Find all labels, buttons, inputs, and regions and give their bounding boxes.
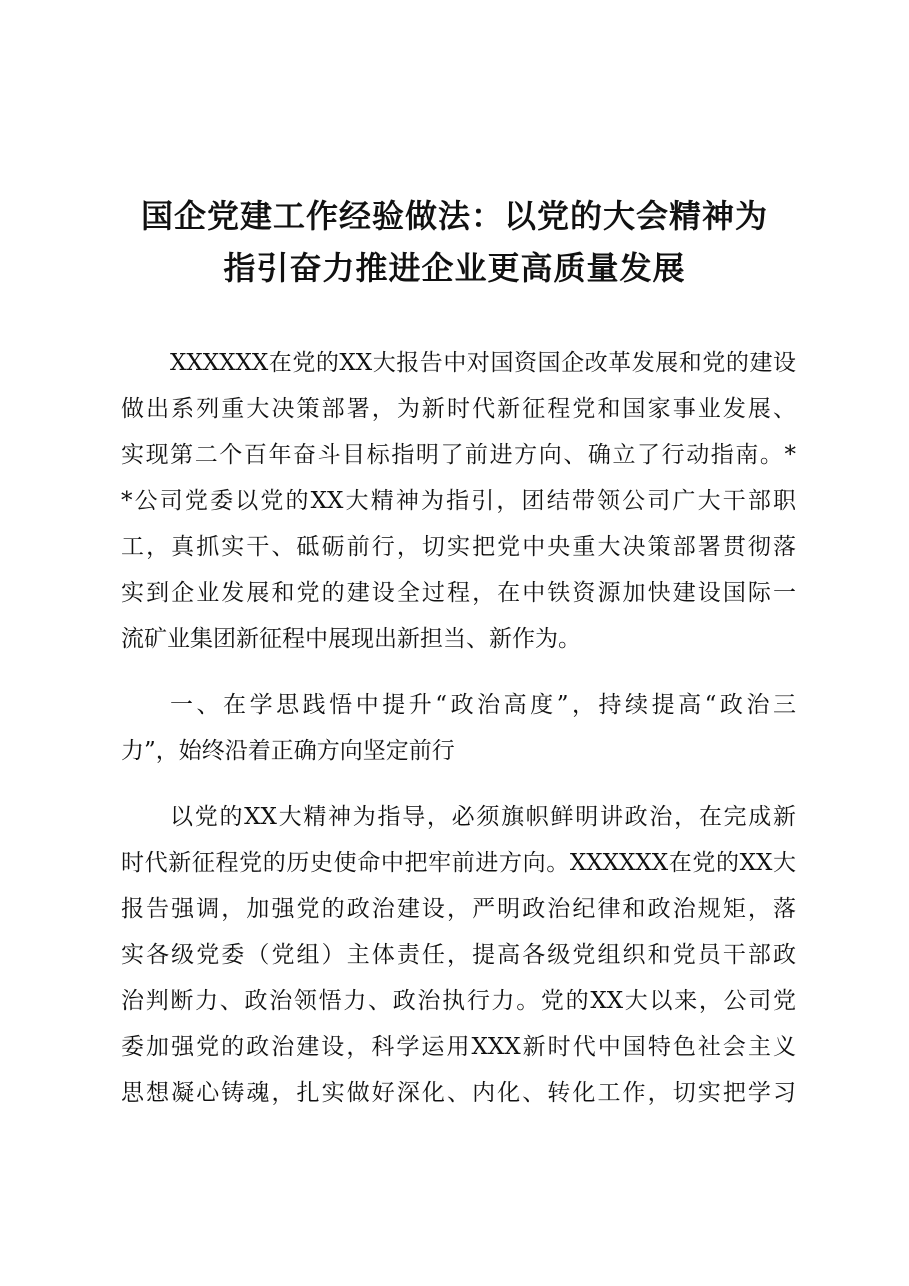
document-title-line-1: 国企党建工作经验做法：以党的大会精神为 xyxy=(140,197,768,235)
paragraph-1-line-6: 实到企业发展和党的建设全过程，在中铁资源加快建设国际一 xyxy=(121,580,796,606)
paragraph-2-line-6: 委加强党的政治建设，科学运用XXX新时代中国特色社会主义 xyxy=(121,1034,796,1060)
paragraph-1-line-4: *公司党委以党的XX大精神为指引，团结带领公司广大干部职 xyxy=(121,488,796,514)
paragraph-2-line-2: 时代新征程党的历史使命中把牢前进方向。XXXXXX在党的XX大 xyxy=(121,850,796,876)
section-heading-1-line-1: 一、在学思践悟中提升“政治高度”，持续提高“政治三 xyxy=(170,692,796,718)
paragraph-2-line-7: 思想凝心铸魂，扎实做好深化、内化、转化工作，切实把学习 xyxy=(121,1080,796,1106)
paragraph-2-line-1: 以党的XX大精神为指导，必须旗帜鲜明讲政治，在完成新 xyxy=(170,804,796,830)
paragraph-2-line-5: 治判断力、政治领悟力、政治执行力。党的XX大以来，公司党 xyxy=(121,988,796,1014)
paragraph-2-line-4: 实各级党委（党组）主体责任，提高各级党组织和党员干部政 xyxy=(121,942,796,968)
paragraph-1-line-7: 流矿业集团新征程中展现出新担当、新作为。 xyxy=(121,626,581,652)
paragraph-1-line-1: XXXXXX在党的XX大报告中对国资国企改革发展和党的建设 xyxy=(170,350,796,376)
paragraph-1-line-5: 工，真抓实干、砥砺前行，切实把党中央重大决策部署贯彻落 xyxy=(121,534,796,560)
paragraph-1-line-3: 实现第二个百年奋斗目标指明了前进方向、确立了行动指南。* xyxy=(121,442,796,468)
section-heading-1-line-2: 力”，始终沿着正确方向坚定前行 xyxy=(121,738,455,764)
document-title-line-2: 指引奋力推进企业更高质量发展 xyxy=(223,249,686,287)
paragraph-2-line-3: 报告强调，加强党的政治建设，严明政治纪律和政治规矩，落 xyxy=(121,896,796,922)
paragraph-1-line-2: 做出系列重大决策部署，为新时代新征程党和国家事业发展、 xyxy=(121,396,796,422)
